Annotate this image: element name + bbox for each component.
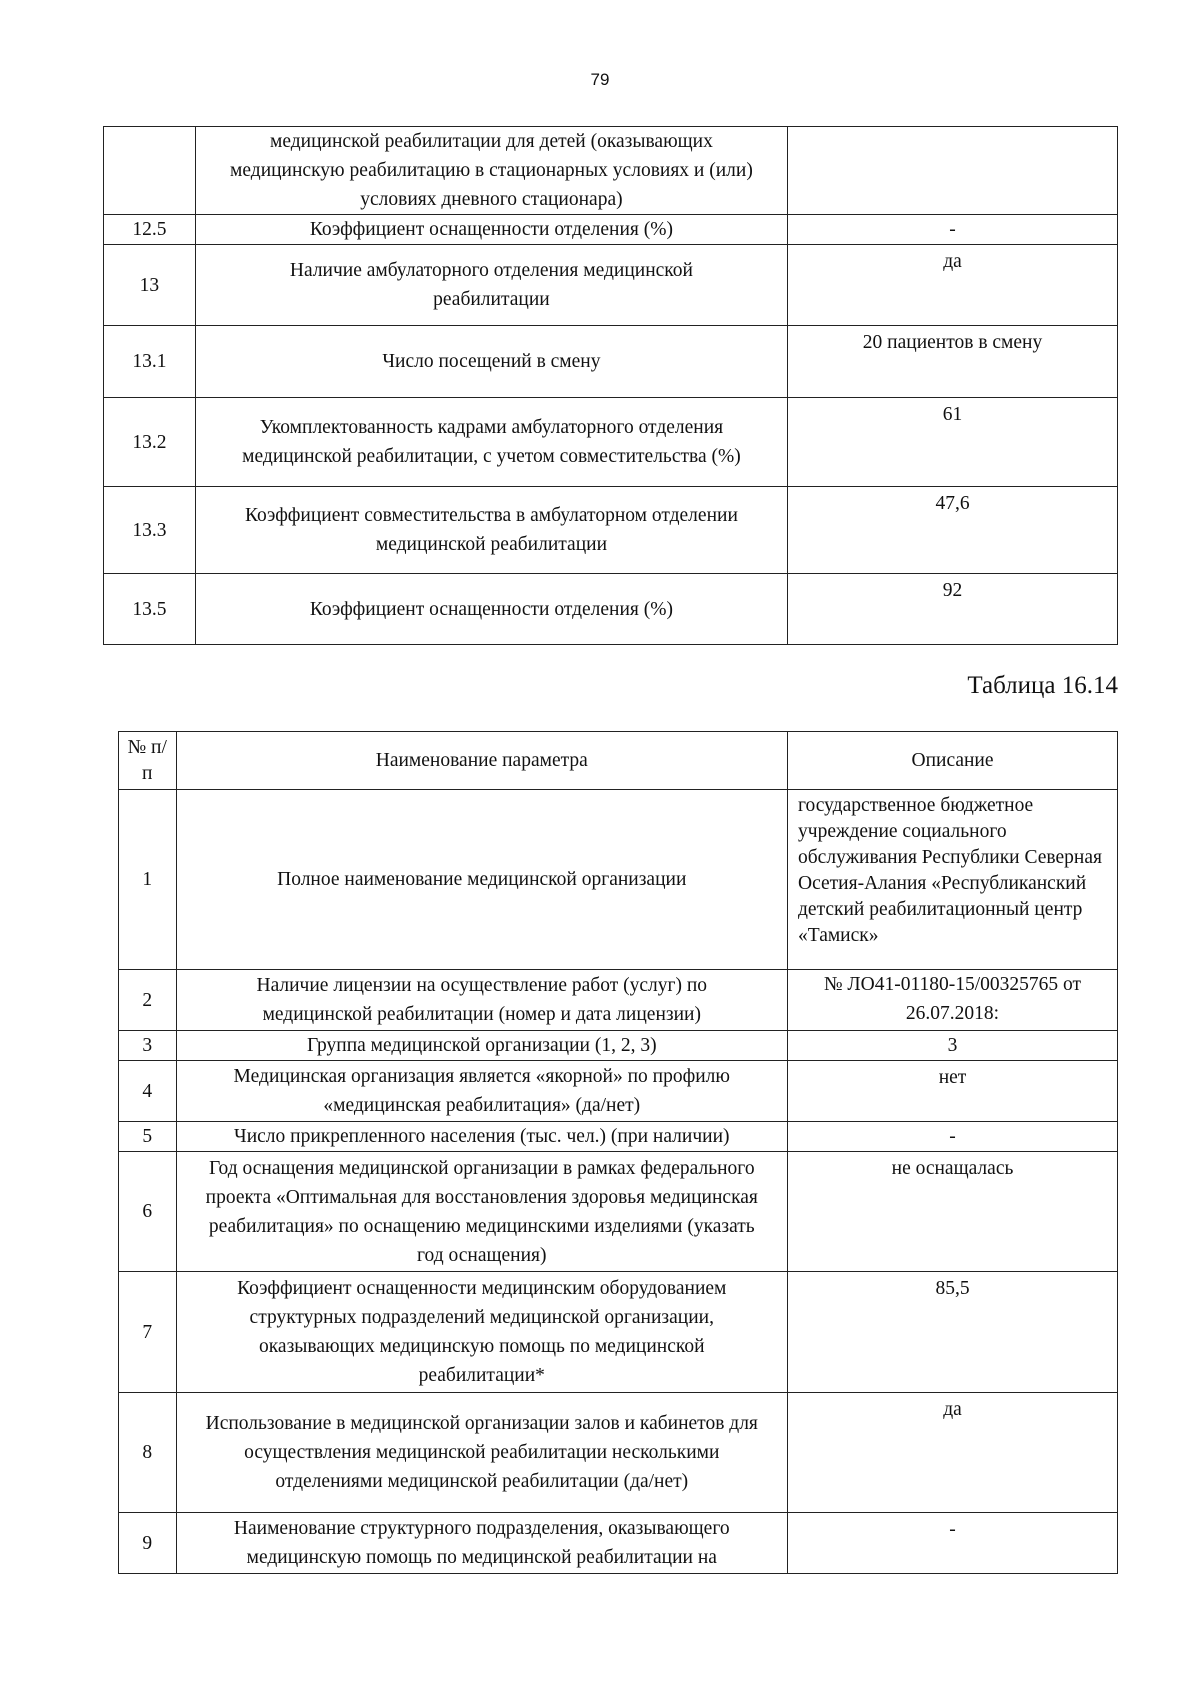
parameter-name: Группа медицинской организации (1, 2, 3): [176, 1031, 788, 1061]
parameter-value: [788, 127, 1118, 215]
parameter-value: нет: [788, 1061, 1118, 1122]
row-number: [104, 127, 196, 215]
row-number: 13: [104, 245, 196, 326]
parameter-value: 61: [788, 398, 1118, 487]
table-row: [104, 574, 1118, 645]
parameter-name: Коэффициент оснащенности отделения (%): [195, 215, 787, 245]
parameter-name: Наличие амбулаторного отделения медицинской реабилитации: [195, 245, 787, 326]
parameter-value: 3: [788, 1031, 1118, 1061]
parameter-name: Коэффициент оснащенности отделения (%): [195, 574, 787, 645]
parameter-value: 20 пациентов в смену: [788, 326, 1118, 398]
parameter-value: не оснащалась: [788, 1152, 1118, 1272]
table-row: [104, 215, 1118, 245]
table-row: [119, 1152, 1118, 1272]
table-row: [119, 1272, 1118, 1393]
parameter-value: 47,6: [788, 487, 1118, 574]
table-row: [104, 326, 1118, 398]
page-number: 79: [590, 70, 610, 89]
row-number: 2: [119, 970, 177, 1031]
parameter-name: Наличие лицензии на осуществление работ (услуг) по медицинской реабилитации (номер и дата лицензии): [176, 970, 788, 1031]
parameter-name: Год оснащения медицинской организации в рамках федерального проекта «Оптимальная для восстановления здоровья медицинская реабилитация» по оснащению медицинскими изделиями (указать год оснащения): [176, 1152, 788, 1272]
table-caption: Таблица 16.14: [967, 672, 1118, 699]
parameter-value: да: [788, 1393, 1118, 1513]
row-number: 13.2: [104, 398, 196, 487]
parameter-name: медицинской реабилитации для детей (оказывающих медицинскую реабилитацию в стационарных условиях и (или) условиях дневного стационара): [195, 127, 787, 215]
table-row: [104, 398, 1118, 487]
row-number: 9: [119, 1513, 177, 1574]
organization-parameters-table: [118, 731, 1118, 1574]
parameter-value: -: [788, 215, 1118, 245]
parameter-value: -: [788, 1513, 1118, 1574]
continued-parameters-table: [103, 126, 1118, 645]
table-row: [104, 245, 1118, 326]
table-row: [119, 970, 1118, 1031]
header-description: Описание: [788, 732, 1118, 790]
row-number: 1: [119, 790, 177, 970]
parameter-name: Использование в медицинской организации залов и кабинетов для осуществления медицинской реабилитации несколькими отделениями медицинской реабилитации (да/нет): [176, 1393, 788, 1513]
table-row: [119, 1393, 1118, 1513]
parameter-value: 85,5: [788, 1272, 1118, 1393]
parameter-name: Наименование структурного подразделения, оказывающего медицинскую помощь по медицинской реабилитации на: [176, 1513, 788, 1574]
row-number: 13.1: [104, 326, 196, 398]
parameter-name: Коэффициент совместительства в амбулаторном отделении медицинской реабилитации: [195, 487, 787, 574]
row-number: 13.3: [104, 487, 196, 574]
table-row: [119, 1061, 1118, 1122]
header-number: № п/п: [119, 732, 177, 790]
table-row: [119, 1513, 1118, 1574]
table-row: [119, 1031, 1118, 1061]
parameter-name: Медицинская организация является «якорной» по профилю «медицинская реабилитация» (да/нет): [176, 1061, 788, 1122]
parameter-name: Укомплектованность кадрами амбулаторного отделения медицинской реабилитации, с учетом совместительства (%): [195, 398, 787, 487]
row-number: 6: [119, 1152, 177, 1272]
table-row: [119, 790, 1118, 970]
table-row: [104, 487, 1118, 574]
parameter-value: -: [788, 1122, 1118, 1152]
parameter-name: Число посещений в смену: [195, 326, 787, 398]
parameter-value: № ЛО41-01180-15/00325765 от 26.07.2018:: [788, 970, 1118, 1031]
parameter-value: 92: [788, 574, 1118, 645]
row-number: 13.5: [104, 574, 196, 645]
table-row: [119, 1122, 1118, 1152]
table-row: [104, 127, 1118, 215]
parameter-value: государственное бюджетное учреждение социального обслуживания Республики Северная Осетия-Алания «Республиканский детский реабилитационный центр «Тамиск»: [788, 790, 1118, 970]
parameter-name: Полное наименование медицинской организации: [176, 790, 788, 970]
row-number: 8: [119, 1393, 177, 1513]
row-number: 4: [119, 1061, 177, 1122]
row-number: 5: [119, 1122, 177, 1152]
table-header-row: [119, 732, 1118, 790]
row-number: 7: [119, 1272, 177, 1393]
parameter-value: да: [788, 245, 1118, 326]
parameter-name: Число прикрепленного населения (тыс. чел.) (при наличии): [176, 1122, 788, 1152]
parameter-name: Коэффициент оснащенности медицинским оборудованием структурных подразделений медицинской организации, оказывающих медицинскую помощь по медицинской реабилитации*: [176, 1272, 788, 1393]
row-number: 3: [119, 1031, 177, 1061]
header-parameter-name: Наименование параметра: [176, 732, 788, 790]
row-number: 12.5: [104, 215, 196, 245]
